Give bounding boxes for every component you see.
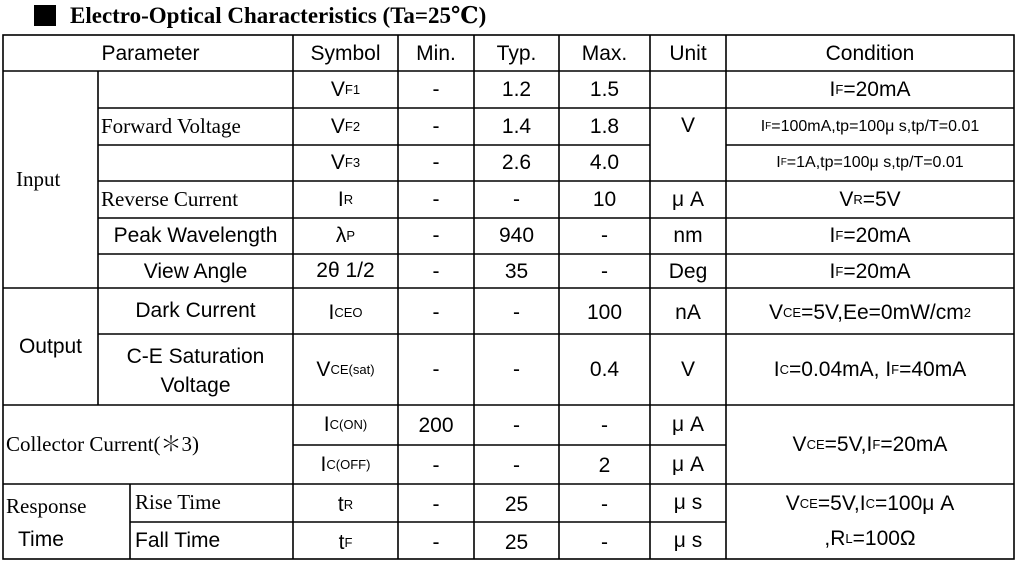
cond-part: =5V,I	[824, 432, 873, 456]
unit-angle: Deg	[668, 260, 708, 284]
cond-part: I	[760, 117, 766, 135]
unit-icoff: μ A	[672, 452, 704, 476]
cond-part: =40mA	[899, 357, 967, 381]
condition-iceo: V CE =5V,Ee=0mW/cm 2	[769, 301, 971, 325]
cell-tr-max: -	[601, 493, 608, 517]
cell-lambda-typ: 940	[498, 224, 535, 248]
symbol-main: I	[337, 187, 344, 211]
header-condition: Condition	[825, 41, 915, 65]
unit-vf: V	[680, 114, 695, 138]
cell-angle-max: -	[601, 260, 608, 284]
cond-part: V	[839, 187, 854, 211]
group-output: Output	[18, 334, 83, 358]
cell-angle-min: -	[432, 260, 440, 284]
cell-tf-min: -	[432, 530, 440, 554]
symbol-main: λ	[335, 224, 347, 248]
symbol-main: V	[330, 77, 345, 101]
cond-part: V	[785, 492, 800, 516]
symbol-main: I	[323, 413, 330, 437]
unit-icon: μ A	[672, 413, 704, 437]
symbol-iceo: I CEO	[328, 301, 363, 325]
cell-iceo-min: -	[432, 301, 440, 325]
cond-part: =100μ A	[874, 492, 955, 516]
header-parameter: Parameter	[101, 41, 200, 65]
condition-angle: I F =20mA	[829, 260, 911, 284]
symbol-ir: I R	[337, 187, 354, 211]
cell-vf1-min: -	[432, 77, 440, 101]
cell-lambda-min: -	[432, 224, 440, 248]
cond-part: =100Ω	[852, 527, 916, 551]
cell-vf3-min: -	[432, 151, 440, 175]
cell-vf2-min: -	[432, 114, 440, 138]
cell-angle-typ: 35	[504, 260, 529, 284]
condition-response-line2: ,R L =100Ω	[824, 527, 916, 551]
group-collector-current: Collector Current(＊3)	[6, 431, 200, 456]
param-dark-current: Dark Current	[135, 299, 256, 323]
unit-ir: μ A	[672, 187, 704, 211]
cond-part: =5V,Ee=0mW/cm	[801, 301, 964, 325]
cell-vf3-typ: 2.6	[501, 151, 532, 175]
header-typ: Typ.	[496, 41, 537, 65]
cond-part: I	[829, 224, 836, 248]
symbol-vf3: V F3	[330, 151, 361, 175]
unit-vcesat: V	[680, 357, 695, 381]
header-min: Min.	[416, 41, 456, 65]
symbol-view-angle: 2θ 1/2	[316, 259, 375, 283]
group-input: Input	[16, 166, 61, 191]
cell-vcesat-max: 0.4	[589, 357, 620, 381]
cond-part: I	[773, 357, 780, 381]
cell-tf-typ: 25	[504, 530, 529, 554]
symbol-vcesat: V CE(sat)	[316, 357, 375, 381]
param-reverse-current: Reverse Current	[101, 186, 239, 211]
condition-response-line1: V CE =5V,I C =100μ A	[785, 492, 955, 516]
param-rise-time: Rise Time	[135, 490, 221, 515]
header-max: Max.	[581, 41, 628, 65]
cell-icon-max: -	[601, 414, 608, 438]
symbol-main: V	[316, 357, 331, 381]
symbol-main: V	[330, 114, 345, 138]
group-response-line2: Time	[18, 528, 64, 552]
symbol-main: t	[338, 530, 345, 554]
symbol-main: I	[320, 452, 327, 476]
unit-iceo: nA	[675, 301, 701, 325]
param-fall-time: Fall Time	[135, 528, 221, 552]
symbol-main: V	[330, 151, 345, 175]
cond-part: =5V	[862, 187, 901, 211]
cond-part: =20mA	[880, 432, 948, 456]
cell-icon-typ: -	[513, 414, 520, 438]
cell-tr-min: -	[432, 493, 440, 517]
symbol-vf2: V F2	[330, 114, 361, 138]
param-ce-sat-line1: C-E Saturation	[126, 344, 265, 368]
title-text: Electro-Optical Characteristics (Ta=25℃)	[70, 2, 487, 28]
unit-tr: μ s	[673, 491, 703, 515]
cell-icoff-max: 2	[598, 453, 611, 477]
cond-part: =0.04mA, I	[789, 357, 892, 381]
cell-ir-min: -	[432, 187, 440, 211]
param-ce-saturation-voltage	[98, 338, 293, 404]
header-symbol: Symbol	[310, 41, 381, 65]
cond-part: =20mA	[843, 260, 911, 284]
unit-tf: μ s	[673, 528, 703, 552]
cell-vf2-max: 1.8	[589, 114, 620, 138]
condition-collector: V CE =5V,I F =20mA	[792, 432, 948, 456]
symbol-icoff: I C(OFF)	[320, 452, 371, 476]
condition-vf3: I F =1A,tp=100μ s,tp/T=0.01	[776, 154, 964, 172]
cell-vf1-max: 1.5	[589, 77, 620, 101]
cond-part: =5V,I	[817, 492, 866, 516]
cond-part: =100mA,tp=100μ s,tp/T=0.01	[771, 117, 980, 135]
cell-ir-typ: -	[513, 187, 520, 211]
symbol-icon: I C(ON)	[323, 413, 368, 437]
condition-vf2: I F =100mA,tp=100μ s,tp/T=0.01	[760, 117, 980, 135]
cell-ir-max: 10	[592, 187, 617, 211]
cell-vf1-typ: 1.2	[501, 77, 532, 101]
symbol-tr: t R	[337, 493, 354, 517]
param-peak-wavelength: Peak Wavelength	[113, 224, 278, 248]
cond-part: V	[792, 432, 807, 456]
cell-lambda-max: -	[601, 224, 608, 248]
cell-icoff-typ: -	[513, 453, 520, 477]
cond-part: =20mA	[843, 224, 911, 248]
symbol-main: I	[328, 301, 335, 325]
cell-tf-max: -	[601, 530, 608, 554]
cond-part: =1A,tp=100μ s,tp/T=0.01	[786, 154, 964, 172]
cell-iceo-max: 100	[586, 301, 623, 325]
param-view-angle: View Angle	[143, 260, 248, 284]
cond-part: I	[776, 154, 781, 172]
cell-vcesat-typ: -	[513, 357, 520, 381]
header-unit: Unit	[669, 41, 707, 65]
cond-part: V	[769, 301, 784, 325]
condition-lambda: I F =20mA	[829, 224, 911, 248]
unit-lambda: nm	[673, 224, 703, 248]
cell-icon-min: 200	[418, 414, 454, 438]
condition-ir: V R =5V	[839, 187, 901, 211]
param-forward-voltage: Forward Voltage	[101, 113, 241, 138]
cell-icoff-min: -	[432, 453, 440, 477]
symbol-tf: t F	[338, 530, 353, 554]
cell-tr-typ: 25	[504, 493, 529, 517]
cell-iceo-typ: -	[513, 301, 520, 325]
symbol-vf1: V F1	[330, 77, 361, 101]
cell-vcesat-min: -	[432, 357, 440, 381]
condition-vf1: I F =20mA	[829, 77, 911, 101]
symbol-lambda-p: λ P	[335, 224, 356, 248]
param-ce-sat-line2: Voltage	[160, 374, 231, 397]
cell-vf2-typ: 1.4	[501, 114, 532, 138]
condition-vcesat: I C =0.04mA, I F =40mA	[773, 357, 967, 381]
cond-part: =20mA	[843, 77, 911, 101]
cond-part: ,R	[824, 527, 846, 551]
cell-vf3-max: 4.0	[589, 151, 620, 175]
cond-part: I	[829, 260, 836, 284]
cond-part: I	[829, 77, 836, 101]
symbol-main: t	[337, 493, 344, 517]
group-response-line1: Response	[6, 494, 87, 519]
